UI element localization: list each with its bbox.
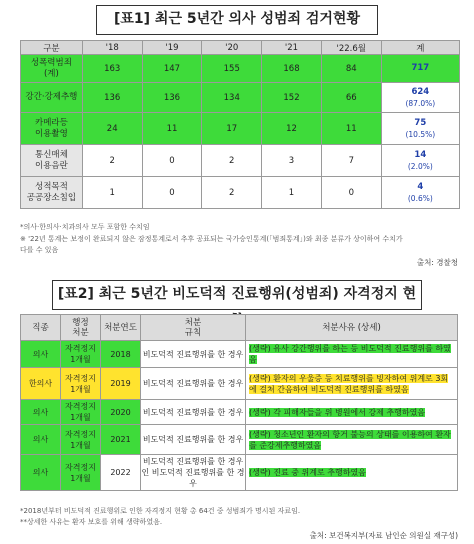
cell-value: 3 <box>262 145 322 177</box>
table-row <box>21 455 458 491</box>
detail-text: (생략) 환자의 우울증 등 치료행위를 빙자하여 위계로 3회에 걸쳐 간음하여 비도덕적 진료행위를 하였음 <box>249 373 449 394</box>
job-cell: 한의사 <box>21 368 61 400</box>
total-percent: (2.0%) <box>407 161 433 171</box>
table1-header-row <box>21 41 460 55</box>
col-header: 처분 규칙 <box>141 315 246 341</box>
cell-value: 84 <box>321 55 381 83</box>
rule-cell: 비도덕적 진료행위를 한 경우 <box>141 400 246 425</box>
rule-cell: 비도덕적 진료행위를 한 경우 <box>141 368 246 400</box>
detail-cell <box>246 341 458 368</box>
cell-value: 2 <box>202 145 262 177</box>
table1-source: 출처: 경찰청 <box>416 258 458 267</box>
col-header: '21 <box>262 41 322 55</box>
cell-value: 155 <box>202 55 262 83</box>
col-header: '20 <box>202 41 262 55</box>
col-header: 행정 처분 <box>61 315 101 341</box>
year-cell: 2022 <box>101 455 141 491</box>
total-percent: (10.5%) <box>405 129 436 139</box>
col-header: 직종 <box>21 315 61 341</box>
table2-source: 출처: 보건복지부(자료 남인순 의원실 재구성) <box>309 531 458 540</box>
detail-cell <box>246 425 458 455</box>
cell-value: 0 <box>321 177 381 209</box>
job-cell: 의사 <box>21 341 61 368</box>
detail-cell <box>246 455 458 491</box>
cell-value: 134 <box>202 83 262 113</box>
table2-header-row <box>21 315 458 341</box>
col-header: 구분 <box>21 41 83 55</box>
col-header: 처분사유 (상세) <box>246 315 458 341</box>
table1-note: ※ '22년 통계는 보정이 완료되지 않은 잠정통계로서 추후 공표되는 국가승인통계(「범죄통계」)와 최종 분류가 상이하여 수치가 <box>20 235 403 243</box>
cell-value: 11 <box>321 113 381 145</box>
row-total <box>381 55 459 83</box>
disposition-cell: 자격정지 1개월 <box>61 425 101 455</box>
year-cell: 2020 <box>101 400 141 425</box>
disposition-cell: 자격정지 1개월 <box>61 341 101 368</box>
total-value: 14 <box>414 149 427 160</box>
crime-arrest-table <box>20 40 460 209</box>
year-cell: 2018 <box>101 341 141 368</box>
cell-value: 1 <box>262 177 322 209</box>
col-header: 처분연도 <box>101 315 141 341</box>
cell-value: 66 <box>321 83 381 113</box>
table2-title: [표2] 최근 5년간 비도덕적 진료행위(성범죄) 자격정지 현 <box>52 280 422 310</box>
detail-cell <box>246 400 458 425</box>
cell-value: 168 <box>262 55 322 83</box>
cell-value: 24 <box>82 113 142 145</box>
job-cell: 의사 <box>21 455 61 491</box>
cell-value: 147 <box>142 55 202 83</box>
year-cell: 2019 <box>101 368 141 400</box>
table1-note: 다를 수 있음 <box>20 246 59 254</box>
cell-value: 12 <box>262 113 322 145</box>
cell-value: 0 <box>142 177 202 209</box>
row-total <box>381 113 459 145</box>
total-value: 4 <box>417 181 424 192</box>
table2-note: **상세한 사유는 환자 보호를 위해 생략하였음. <box>20 518 163 526</box>
total-percent: (87.0%) <box>405 98 436 108</box>
detail-text: (생략) 진료 중 위계로 추행하였음 <box>249 468 366 477</box>
table-row <box>21 425 458 455</box>
cell-value: 163 <box>82 55 142 83</box>
cell-value: 2 <box>82 145 142 177</box>
total-percent: (0.6%) <box>407 193 433 203</box>
total-value: 75 <box>414 117 427 128</box>
col-header: 계 <box>381 41 459 55</box>
disposition-cell: 자격정지 1개월 <box>61 400 101 425</box>
col-header: '19 <box>142 41 202 55</box>
table-row <box>21 55 460 83</box>
col-header: '22.6월 <box>321 41 381 55</box>
cell-value: 1 <box>82 177 142 209</box>
cell-value: 152 <box>262 83 322 113</box>
table-row <box>21 113 460 145</box>
detail-text: (생략) 각 피해자들을 위 병원에서 강제 추행하였음 <box>249 407 426 417</box>
table-row <box>21 368 458 400</box>
disposition-cell: 자격정지 1개월 <box>61 368 101 400</box>
disposition-cell: 자격정지 1개월 <box>61 455 101 491</box>
rule-cell: 비도덕적 진료행위를 한 경우 <box>141 341 246 368</box>
table-row <box>21 145 460 177</box>
cell-value: 7 <box>321 145 381 177</box>
cell-value: 136 <box>142 83 202 113</box>
job-cell: 의사 <box>21 400 61 425</box>
table1-title: [표1] 최근 5년간 의사 성범죄 검거현황 <box>96 5 378 35</box>
cell-value: 2 <box>202 177 262 209</box>
cell-value: 136 <box>82 83 142 113</box>
table-row <box>21 341 458 368</box>
total-value: 717 <box>411 63 430 73</box>
row-category: 카메라등 이용촬영 <box>21 113 83 145</box>
row-category: 성적목적 공공장소침입 <box>21 177 83 209</box>
row-category: 통신매체 이용음란 <box>21 145 83 177</box>
table1-note: *의사·한의사·치과의사 모두 포함한 수치임 <box>20 223 150 231</box>
detail-cell <box>246 368 458 400</box>
total-value: 624 <box>411 86 430 97</box>
cell-value: 11 <box>142 113 202 145</box>
license-suspension-table <box>20 314 458 491</box>
rule-cell: 비도덕적 진료행위를 한 경우 <box>141 425 246 455</box>
detail-text: (생략) 유사 강간행위를 하는 등 비도덕적 진료행위를 하였음 <box>249 344 451 364</box>
table-row <box>21 83 460 113</box>
row-total <box>381 83 459 113</box>
table-row <box>21 177 460 209</box>
row-total <box>381 177 459 209</box>
table-row <box>21 400 458 425</box>
row-total <box>381 145 459 177</box>
detail-text: (생략) 청소년인 환자의 항거 불능의 상태를 이용하여 환자를 준강제추행하였음 <box>249 429 451 450</box>
col-header: '18 <box>82 41 142 55</box>
cell-value: 17 <box>202 113 262 145</box>
job-cell: 의사 <box>21 425 61 455</box>
table2-note: *2018년부터 비도덕적 진료행위로 인한 자격정지 현황 총 64건 중 성범죄가 명시된 자료임. <box>20 507 301 515</box>
year-cell: 2021 <box>101 425 141 455</box>
row-category: 강간·강제추행 <box>21 83 83 113</box>
cell-value: 0 <box>142 145 202 177</box>
rule-cell: 비도덕적 진료행위를 한 경우인 비도덕적 진료행위를 한 경우 <box>141 455 246 491</box>
row-category: 성폭력범죄 (계) <box>21 55 83 83</box>
